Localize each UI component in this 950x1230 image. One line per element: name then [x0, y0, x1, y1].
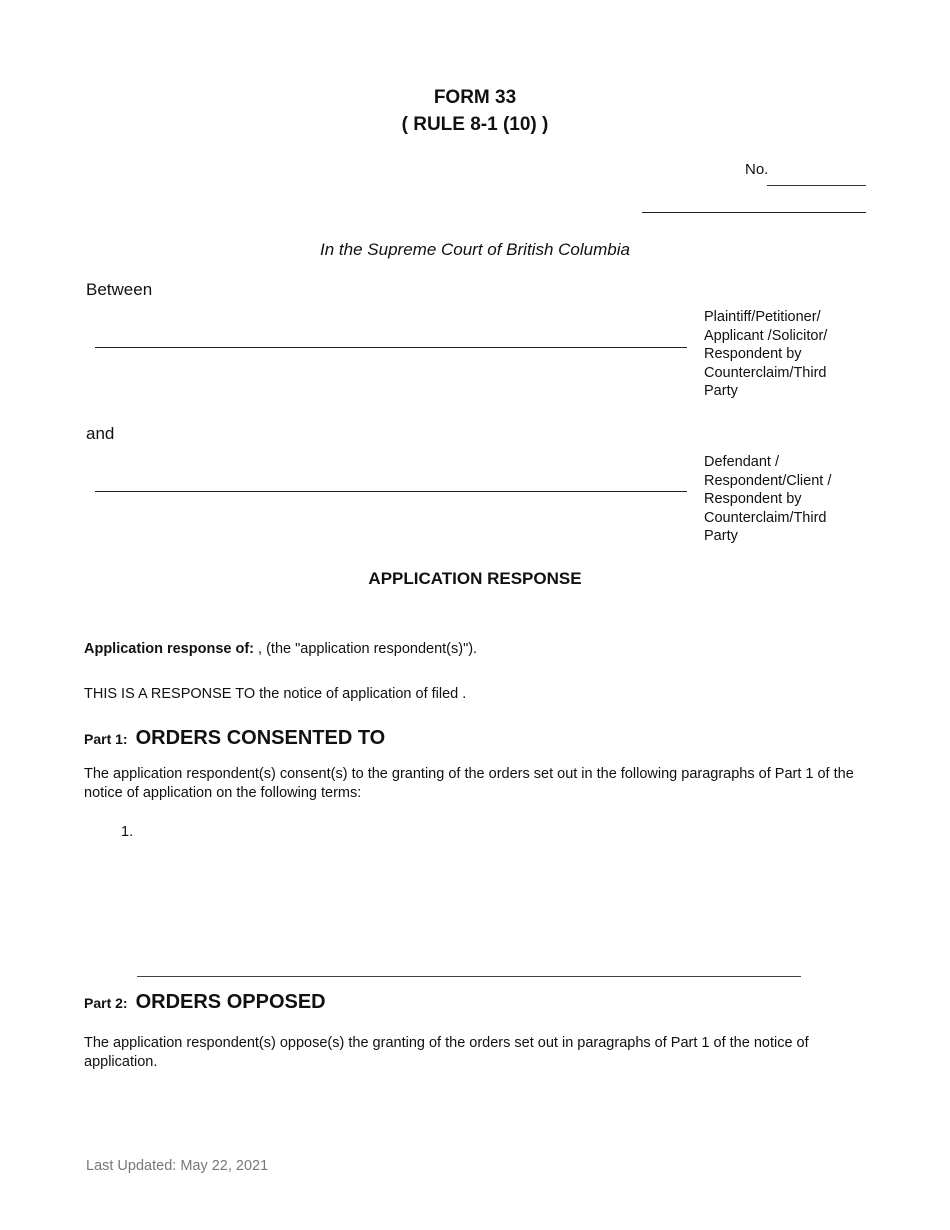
and-label: and: [86, 424, 115, 443]
response-of-rest: , (the "application respondent(s)").: [258, 641, 478, 657]
file-number-field[interactable]: [767, 185, 866, 186]
defendant-role-line: Counterclaim/Third: [704, 509, 827, 526]
part1-item-number: 1.: [121, 824, 134, 840]
form-rule: ( RULE 8-1 (10) ): [401, 114, 549, 135]
plaintiff-role-line: Respondent by: [704, 346, 802, 363]
part1-body: The application respondent(s) consent(s) to the granting of the orders set out in the following paragraphs of Part 1 of the notice of application on the following terms:: [84, 766, 854, 801]
plaintiff-role-line: Plaintiff/Petitioner/: [704, 309, 821, 325]
part1-label: Part 1:: [84, 731, 128, 747]
plaintiff-role-line: Applicant /Solicitor/: [704, 327, 828, 344]
court-name: In the Supreme Court of British Columbia: [320, 240, 630, 259]
part2-body: The application respondent(s) oppose(s) the granting of the orders set out in paragraphs of Part 1 of the notice of application.: [84, 1035, 809, 1070]
divider: [137, 976, 801, 977]
section-title: APPLICATION RESPONSE: [368, 569, 582, 588]
response-of-label: Application response of:: [84, 641, 254, 657]
plaintiff-role-line: Counterclaim/Third: [704, 364, 827, 381]
part2-title: ORDERS OPPOSED: [135, 991, 326, 1013]
response-of-line: [84, 640, 477, 659]
plaintiff-roles: [704, 308, 854, 401]
plaintiff-name-field[interactable]: [95, 347, 687, 348]
defendant-roles: [704, 453, 854, 546]
defendant-role-line: Defendant /: [704, 454, 779, 470]
registry-field[interactable]: [642, 212, 866, 213]
defendant-role-line: Respondent by: [704, 491, 802, 508]
plaintiff-role-line: Party: [704, 383, 738, 400]
part2-heading: [84, 993, 326, 1014]
response-to-line: THIS IS A RESPONSE TO the notice of application of filed .: [84, 686, 467, 702]
part1-heading: [84, 729, 385, 750]
part1-title: ORDERS CONSENTED TO: [135, 727, 386, 749]
part2-label: Part 2:: [84, 995, 128, 1011]
last-updated: Last Updated: May 22, 2021: [86, 1158, 269, 1174]
form-title: FORM 33: [433, 87, 517, 108]
defendant-role-line: Respondent/Client /: [704, 472, 832, 489]
between-label: Between: [86, 280, 153, 299]
defendant-name-field[interactable]: [95, 491, 687, 492]
defendant-role-line: Party: [704, 528, 738, 545]
file-number-label: No.: [745, 161, 769, 178]
